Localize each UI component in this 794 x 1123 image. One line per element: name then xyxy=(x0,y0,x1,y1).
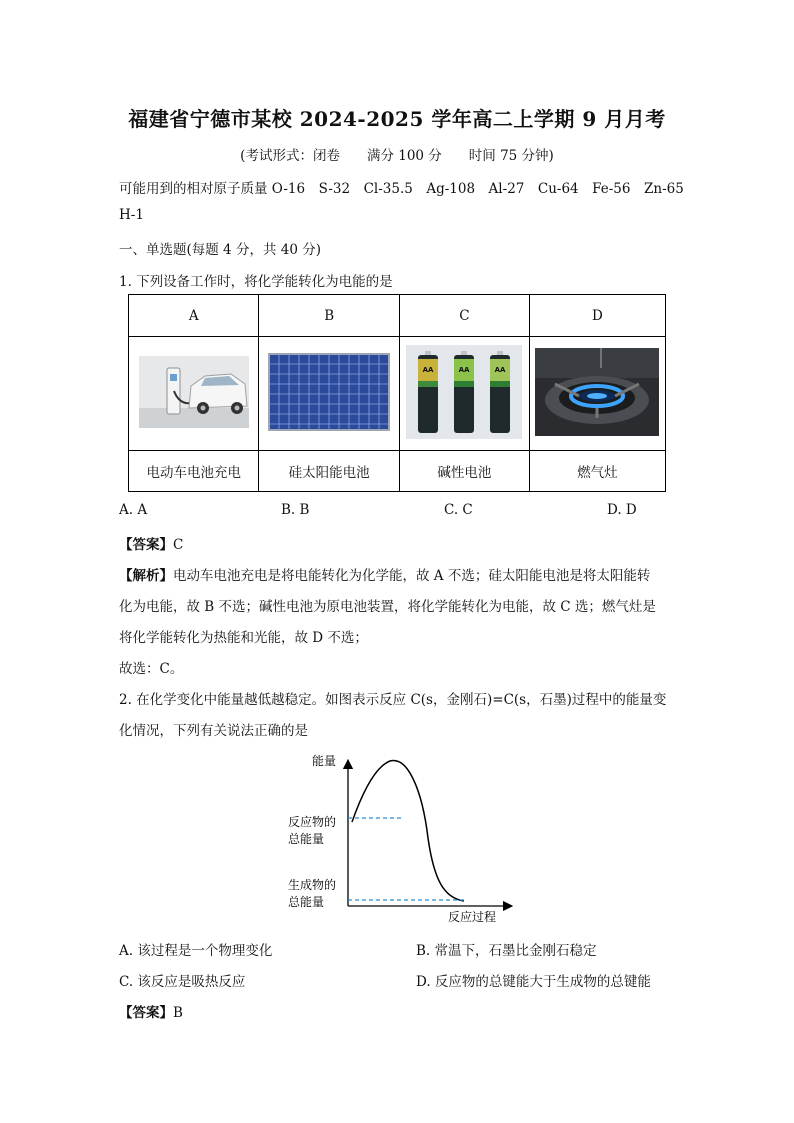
q1-choice-a: A. A xyxy=(119,502,148,518)
q2-option-a: A. 该过程是一个物理变化 xyxy=(119,943,273,959)
q1-answer-value: C xyxy=(173,537,184,553)
gas-stove-image xyxy=(529,337,665,451)
battery-label-1: AA xyxy=(423,365,434,374)
product-label-1: 生成物的 xyxy=(288,878,337,892)
atomic-mass-line-1: 可能用到的相对原子质量 O-16 S-32 Cl-35.5 Ag-108 Al-27 Cu-64 Fe-56 Zn-65 xyxy=(119,181,684,197)
table-header-c: C xyxy=(399,295,529,337)
q1-answer-tag: 【答案】 xyxy=(119,537,173,553)
reactant-label-2: 总能量 xyxy=(288,832,325,846)
x-axis-label: 反应过程 xyxy=(448,910,497,924)
alkaline-battery-image xyxy=(399,337,529,451)
solar-panel-image xyxy=(259,337,400,451)
q2-option-c: C. 该反应是吸热反应 xyxy=(119,974,246,990)
q1-choice-c: C. C xyxy=(444,502,473,518)
question-2-stem-1: 2. 在化学变化中能量越低越稳定。如图表示反应 C(s，金刚石)=C(s，石墨)过程中的能量变 xyxy=(119,692,667,708)
battery-label-2: AA xyxy=(459,365,470,374)
question-1-table xyxy=(128,294,666,492)
question-2-stem-2: 化情况，下列有关说法正确的是 xyxy=(119,723,308,739)
question-1-stem: 1. 下列设备工作时，将化学能转化为电能的是 xyxy=(119,274,393,290)
q1-answer xyxy=(119,533,183,553)
page-title: 福建省宁德市某校 2024-2025 学年高二上学期 9 月月考 xyxy=(128,107,666,131)
energy-curve xyxy=(352,760,464,901)
table-header-d: D xyxy=(529,295,665,337)
q1-analysis-line-3: 将化学能转化为热能和光能，故 D 不选； xyxy=(119,630,368,646)
q2-answer-value: B xyxy=(173,1005,183,1021)
battery-label-3: AA xyxy=(495,365,506,374)
q1-analysis-line-2: 化为电能，故 B 不选；碱性电池为原电池装置，将化学能转化为电能，故 C 选；燃气灶是 xyxy=(119,599,656,615)
q1-choice-b: B. B xyxy=(281,502,310,518)
energy-diagram xyxy=(282,748,522,928)
caption-c: 碱性电池 xyxy=(399,451,529,492)
exam-info: (考试形式：闭卷 满分 100 分 时间 75 分钟) xyxy=(240,148,554,164)
caption-d: 燃气灶 xyxy=(529,451,665,492)
ev-charging-image xyxy=(129,337,259,451)
q2-answer-tag: 【答案】 xyxy=(119,1005,173,1021)
section-heading: 一、单选题(每题 4 分，共 40 分) xyxy=(119,242,321,258)
q2-option-d: D. 反应物的总键能大于生成物的总键能 xyxy=(416,974,651,990)
reactant-label-1: 反应物的 xyxy=(288,815,337,829)
table-header-b: B xyxy=(259,295,400,337)
caption-b: 硅太阳能电池 xyxy=(259,451,400,492)
product-label-2: 总能量 xyxy=(288,895,325,909)
caption-a: 电动车电池充电 xyxy=(129,451,259,492)
q2-option-b: B. 常温下，石墨比金刚石稳定 xyxy=(416,943,597,959)
q1-analysis-line-1 xyxy=(119,564,650,584)
q1-conclusion: 故选：C。 xyxy=(119,661,184,677)
table-header-a: A xyxy=(129,295,259,337)
q2-answer xyxy=(119,1001,183,1021)
y-axis-label: 能量 xyxy=(312,754,337,768)
atomic-mass-line-2: H-1 xyxy=(119,207,144,223)
q1-choice-d: D. D xyxy=(607,502,637,518)
q1-analysis-text-1: 电动车电池充电是将电能转化为化学能，故 A 不选；硅太阳能电池是将太阳能转 xyxy=(173,568,651,584)
q1-analysis-tag: 【解析】 xyxy=(119,568,173,584)
